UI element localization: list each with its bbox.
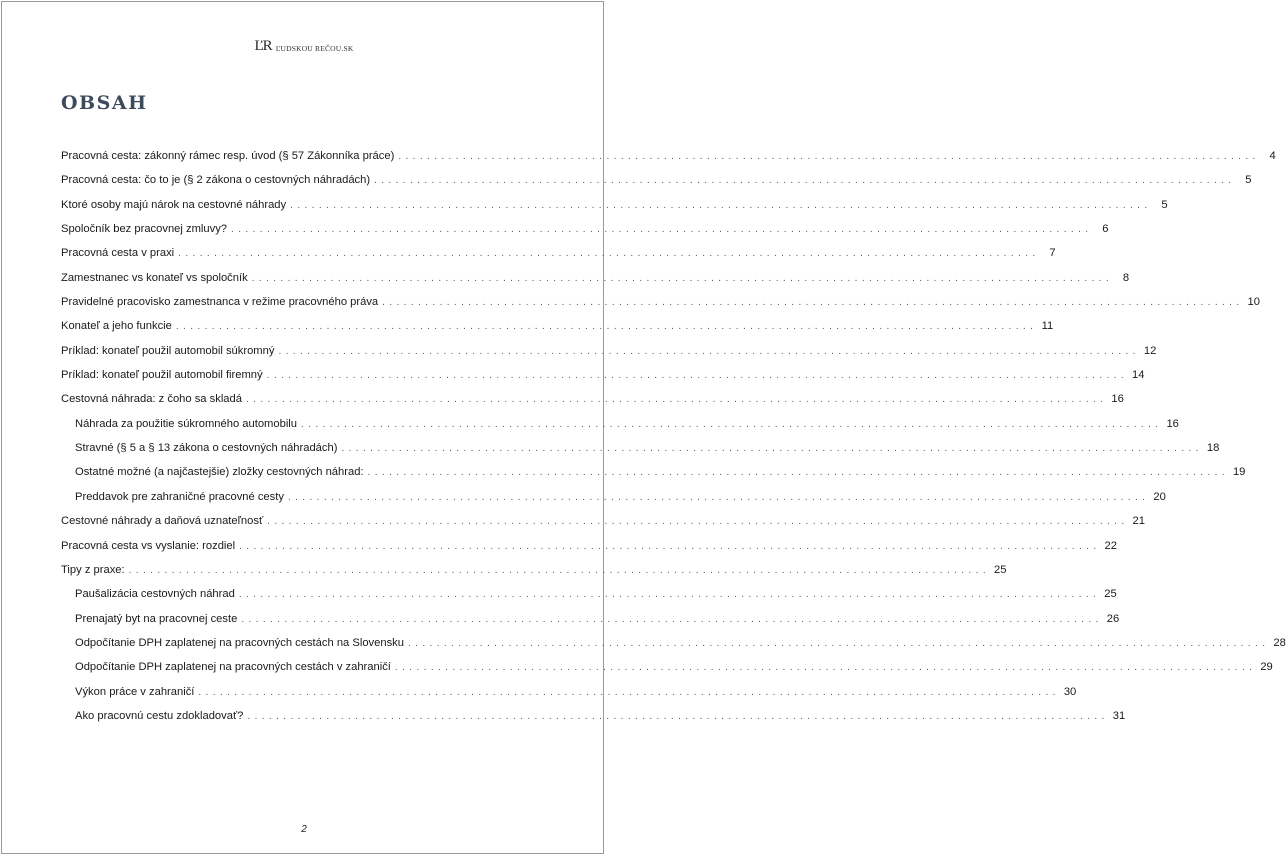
toc-entry-label: Paušalizácia cestovných náhrad <box>75 588 235 601</box>
toc-entry[interactable] <box>61 584 1117 608</box>
toc-entry[interactable] <box>61 536 1117 560</box>
toc-leader-dots: ........................................................................................................................ <box>245 394 1108 406</box>
toc-leader-dots: ........................................................................................................................ <box>231 224 1093 236</box>
page-number: 2 <box>301 824 307 835</box>
toc-entry-page: 14 <box>1132 369 1145 382</box>
toc-entry-page: 22 <box>1104 539 1117 552</box>
toc-entry-label: Cestovné náhrady a daňová uznateľnosť <box>61 515 264 528</box>
toc-entry-label: Pravidelné pracovisko zamestnanca v režime pracovného práva <box>61 296 379 309</box>
toc-entry-label: Konateľ a jeho funkcie <box>61 320 172 333</box>
toc-leader-dots: ........................................................................................................................ <box>266 370 1129 382</box>
toc-entry-page: 20 <box>1153 490 1166 503</box>
toc-entry-label: Prenajatý byt na pracovnej ceste <box>75 612 238 625</box>
toc-entry-label: Príklad: konateľ použil automobil firemný <box>61 369 263 382</box>
toc-entry-page: 8 <box>1122 271 1130 284</box>
toc-leader-dots: ........................................................................................................................ <box>198 686 1060 698</box>
toc-entry-page: 18 <box>1206 442 1220 455</box>
toc-entry-page: 10 <box>1247 296 1260 309</box>
toc-entry-label: Pracovná cesta vs vyslanie: rozdiel <box>61 539 236 552</box>
toc-leader-dots: ........................................................................................................................ <box>398 151 1260 162</box>
toc-leader-dots: ........................................................................................................................ <box>374 175 1236 187</box>
toc-leader-dots: ........................................................................................................................ <box>287 491 1150 503</box>
toc-entry-label: Pracovná cesta v praxi <box>61 247 175 260</box>
toc-leader-dots: ........................................................................................................................ <box>367 467 1229 479</box>
toc-entry-page: 21 <box>1132 515 1145 528</box>
toc-entry-label: Pracovná cesta: čo to je (§ 2 zákona o cestovných náhradách) <box>61 174 371 187</box>
toc-entry-page: 7 <box>1049 247 1056 260</box>
logo-mark: ĽR <box>254 38 272 54</box>
toc-entry-page: 5 <box>1161 198 1168 211</box>
toc-entry[interactable] <box>61 389 1124 413</box>
toc-entry-page: 12 <box>1143 344 1157 357</box>
toc-entry[interactable] <box>61 609 1120 633</box>
logo-text: ĽUDSKOU REČOU.SK <box>275 43 354 53</box>
toc-entry-page: 31 <box>1112 709 1126 722</box>
toc-entry[interactable] <box>61 146 1276 170</box>
toc-leader-dots: ........................................................................................................................ <box>178 248 1040 260</box>
toc-leader-dots: ........................................................................................................................ <box>407 637 1270 649</box>
toc-entry-label: Náhrada za použitie súkromného automobilu <box>75 417 298 430</box>
toc-entry[interactable] <box>61 170 1252 194</box>
toc-leader-dots: ........................................................................................................................ <box>241 613 1103 625</box>
toc-entry[interactable] <box>61 414 1179 438</box>
toc-entry-label: Zamestnanec vs konateľ vs spoločník <box>61 271 248 284</box>
toc-entry-label: Ako pracovnú cestu zdokladovať? <box>75 709 244 722</box>
toc-entry-page: 26 <box>1106 612 1120 625</box>
toc-entry-label: Odpočítanie DPH zaplatenej na pracovných cestách v zahraničí <box>75 661 391 674</box>
site-logo <box>0 38 608 55</box>
toc-entry[interactable] <box>61 195 1168 219</box>
toc-entry[interactable] <box>61 341 1157 365</box>
toc-entry-label: Pracovná cesta: zákonný rámec resp. úvod (§ 57 Zákonníka práce) <box>61 150 395 162</box>
toc-entry[interactable] <box>61 511 1145 535</box>
toc-entry[interactable] <box>61 462 1246 486</box>
toc-entry-label: Ostatné možné (a najčastejšie) zložky cestovných náhrad: <box>75 466 364 479</box>
toc-entry-label: Odpočítanie DPH zaplatenej na pracovných cestách na Slovensku <box>75 636 404 649</box>
toc-entry[interactable] <box>61 219 1109 243</box>
toc-leader-dots: ........................................................................................................................ <box>238 589 1101 601</box>
toc-leader-dots: ........................................................................................................................ <box>278 345 1140 357</box>
toc-leader-dots: ........................................................................................................................ <box>301 418 1163 430</box>
toc-entry[interactable] <box>61 365 1145 389</box>
toc-entry-label: Stravné (§ 5 a § 13 zákona o cestovných náhradách) <box>75 442 338 455</box>
toc-entry-page: 16 <box>1166 417 1179 430</box>
toc-entry[interactable] <box>61 657 1273 681</box>
toc-entry[interactable] <box>61 316 1054 340</box>
toc-entry[interactable] <box>61 243 1056 267</box>
toc-entry-label: Ktoré osoby majú nárok na cestovné náhrady <box>61 198 287 211</box>
toc-entry-page: 28 <box>1273 636 1286 649</box>
toc-leader-dots: ........................................................................................................................ <box>247 710 1109 722</box>
toc-entry-label: Spoločník bez pracovnej zmluvy? <box>61 223 228 236</box>
toc-entry[interactable] <box>61 292 1260 316</box>
toc-leader-dots: ........................................................................................................................ <box>382 297 1244 309</box>
toc-entry-label: Výkon práce v zahraničí <box>75 685 195 698</box>
toc-entry[interactable] <box>61 438 1220 462</box>
toc-entry[interactable] <box>61 487 1166 511</box>
table-of-contents <box>61 146 1286 730</box>
toc-entry-page: 4 <box>1269 150 1276 162</box>
toc-leader-dots: ........................................................................................................................ <box>341 443 1203 455</box>
toc-entry-page: 29 <box>1260 661 1273 674</box>
toc-entry-page: 5 <box>1245 174 1252 187</box>
toc-entry-page: 19 <box>1232 466 1246 479</box>
toc-entry-label: Preddavok pre zahraničné pracovné cesty <box>75 490 284 503</box>
toc-entry-label: Cestovná náhrada: z čoho sa skladá <box>61 393 242 406</box>
toc-leader-dots: ........................................................................................................................ <box>175 321 1038 333</box>
toc-leader-dots: ........................................................................................................................ <box>251 272 1114 284</box>
toc-entry-page: 25 <box>994 563 1007 576</box>
toc-leader-dots: ........................................................................................................................ <box>290 199 1152 211</box>
toc-leader-dots: ........................................................................................................................ <box>239 540 1101 552</box>
toc-entry-label: Tipy z praxe: <box>61 563 125 576</box>
toc-entry[interactable] <box>61 706 1126 730</box>
toc-leader-dots: ........................................................................................................................ <box>394 662 1257 674</box>
toc-entry[interactable] <box>61 682 1077 706</box>
toc-leader-dots: ........................................................................................................................ <box>267 516 1129 528</box>
toc-entry-page: 25 <box>1104 588 1117 601</box>
toc-entry[interactable] <box>61 560 1007 584</box>
toc-entry-page: 16 <box>1111 393 1124 406</box>
toc-entry[interactable] <box>61 633 1286 657</box>
toc-entry-page: 11 <box>1041 320 1054 333</box>
toc-entry-page: 30 <box>1063 685 1077 698</box>
toc-entry-page: 6 <box>1102 223 1109 236</box>
toc-entry[interactable] <box>61 268 1130 292</box>
toc-entry-label: Príklad: konateľ použil automobil súkromný <box>61 344 275 357</box>
toc-leader-dots: ........................................................................................................................ <box>128 564 991 576</box>
page-title: OBSAH <box>61 92 148 114</box>
